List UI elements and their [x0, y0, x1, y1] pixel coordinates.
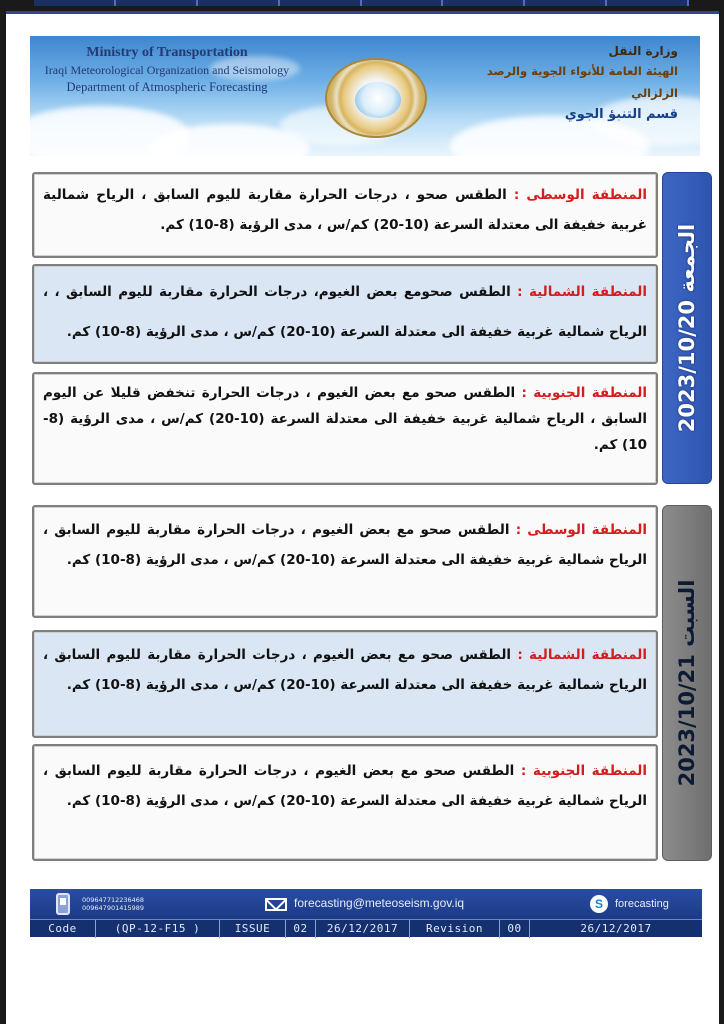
previous-page-footer-strip [6, 0, 719, 14]
date-label-friday: الجمعة 2023/10/20 [675, 223, 699, 433]
region-name: المنطقة الجنوبية [533, 385, 648, 401]
ministry-name-en: Ministry of Transportation [86, 45, 248, 60]
forecast-box-north-saturday: المنطقة الشمالية : الطقس صحو مع بعض الغيوم ، درجات الحرارة مقاربة لليوم السابق ، الرياح شمالية غربية خفيفة الى معتدلة السرعة (10-20) كم/س ، مدى الرؤية (8-10) كم. [32, 630, 658, 738]
revision-number: 00 [500, 920, 530, 938]
ministry-name-ar: وزارة النقل [608, 44, 678, 58]
organization-name-en: Iraqi Meteorological Organization and Seismology [44, 63, 290, 77]
page-edge-left [0, 0, 6, 1024]
forecast-box-south-saturday: المنطقة الجنوبية : الطقس صحو مع بعض الغيوم ، درجات الحرارة مقاربة لليوم السابق ، الرياح شمالية غربية خفيفة الى معتدلة السرعة (10-20) كم/س ، مدى الرؤية (8-10) كم. [32, 744, 658, 861]
region-name: المنطقة الشمالية [528, 284, 647, 300]
code-label: Code [30, 920, 96, 938]
forecast-text: الطقس صحو مع بعض الغيوم ، درجات الحرارة مقاربة لليوم السابق ، الرياح شمالية غربية خفيفة الى معتدلة السرعة (10-20) كم/س ، مدى الرؤية (8-10) كم. [43, 522, 647, 568]
forecast-text: الطقس صحو ، درجات الحرارة مقاربة لليوم السابق ، الرياح شمالية غربية خفيفة الى معتدلة السرعة (10-20) كم/س ، مدى الرؤية (8-10) كم. [43, 187, 647, 233]
issue-date: 26/12/2017 [316, 920, 410, 938]
region-name: المنطقة الوسطى [526, 187, 648, 203]
organization-seal-logo [325, 58, 427, 138]
code-value: (QP-12-F15 ) [96, 920, 220, 938]
header-arabic-block [448, 42, 678, 126]
contact-row [30, 889, 702, 919]
forecast-text: الطقس صحو مع بعض الغيوم ، درجات الحرارة تنخفض قليلا عن اليوم السابق ، الرياح شمالية غربية خفيفة الى معتدلة السرعة (10-20) كم/س ، مدى الرؤية (8-10) كم. [43, 385, 647, 453]
header-english-block [42, 44, 292, 96]
mail-icon [265, 898, 287, 911]
date-bar-friday [662, 172, 712, 484]
forecast-box-north-friday: المنطقة الشمالية : الطقس صحومع بعض الغيوم، درجات الحرارة مقاربة لليوم السابق ، ، الرياح شمالية غربية خفيفة الى معتدلة السرعة (10-20) كم/س ، مدى الرؤية (8-10) كم. [32, 264, 658, 364]
document-control-row [30, 919, 702, 937]
header-banner [30, 36, 700, 156]
organization-name-ar: الهيئة العامة للأنواء الجوية والرصد الزلزالي [486, 64, 678, 100]
skype-handle[interactable]: forecasting [615, 898, 669, 910]
page-edge-right [719, 0, 724, 1024]
forecast-text: الطقس صحو مع بعض الغيوم ، درجات الحرارة مقاربة لليوم السابق ، الرياح شمالية غربية خفيفة الى معتدلة السرعة (10-20) كم/س ، مدى الرؤية (8-10) كم. [43, 647, 647, 693]
department-name-en: Department of Atmospheric Forecasting [66, 80, 268, 94]
phone-numbers [82, 896, 144, 912]
phone-number-2: 009647901415989 [82, 904, 145, 912]
email-link[interactable]: forecasting@meteoseism.gov.iq [294, 896, 465, 910]
department-name-ar: قسم التنبؤ الجوي [564, 107, 678, 122]
phone-icon [56, 893, 70, 915]
date-label-saturday: السبت 2023/10/21 [675, 579, 699, 787]
forecast-text: الطقس صحومع بعض الغيوم، درجات الحرارة مقاربة لليوم السابق ، ، الرياح شمالية غربية خفيفة الى معتدلة السرعة (10-20) كم/س ، مدى الرؤية (8-10) كم. [43, 284, 647, 340]
date-bar-saturday [662, 505, 712, 861]
issue-number: 02 [286, 920, 316, 938]
region-name: المنطقة الشمالية [529, 647, 647, 663]
issue-label: ISSUE [220, 920, 286, 938]
document-footer [30, 889, 702, 937]
revision-label: Revision [410, 920, 500, 938]
region-name: المنطقة الوسطى [527, 522, 647, 538]
skype-icon: S [590, 895, 608, 913]
forecast-box-central-saturday: المنطقة الوسطى : الطقس صحو مع بعض الغيوم ، درجات الحرارة مقاربة لليوم السابق ، الرياح شمالية غربية خفيفة الى معتدلة السرعة (10-20) كم/س ، مدى الرؤية (8-10) كم. [32, 505, 658, 618]
forecast-text: الطقس صحو مع بعض الغيوم ، درجات الحرارة مقاربة لليوم السابق ، الرياح شمالية غربية خفيفة الى معتدلة السرعة (10-20) كم/س ، مدى الرؤية (8-10) كم. [43, 763, 647, 809]
revision-date: 26/12/2017 [580, 922, 652, 935]
forecast-box-south-friday: المنطقة الجنوبية : الطقس صحو مع بعض الغيوم ، درجات الحرارة تنخفض قليلا عن اليوم السابق ، الرياح شمالية غربية خفيفة الى معتدلة السرعة (10-20) كم/س ، مدى الرؤية (8-10) كم. [32, 372, 658, 485]
forecast-box-central-friday: المنطقة الوسطى : الطقس صحو ، درجات الحرارة مقاربة لليوم السابق ، الرياح شمالية غربية خفيفة الى معتدلة السرعة (10-20) كم/س ، مدى الرؤية (8-10) كم. [32, 172, 658, 258]
phone-number-1: 009647712236468 [82, 896, 145, 904]
region-name: المنطقة الجنوبية [532, 763, 647, 779]
